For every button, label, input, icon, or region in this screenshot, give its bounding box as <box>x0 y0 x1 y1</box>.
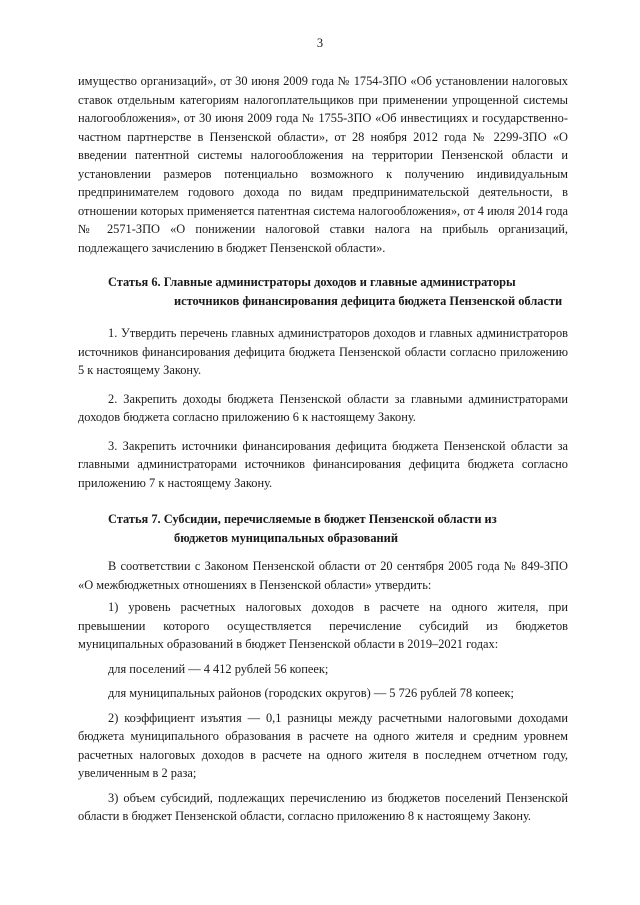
article-7-item-1-settlements: для поселений — 4 412 рублей 56 копеек; <box>108 661 329 676</box>
article-7-item-1-districts: для муниципальных районов (городских округов) — 5 726 рублей 78 копеек; <box>108 686 514 700</box>
article-7-title-line1: Статья 7. Субсидии, перечисляемые в бюджет Пензенской области из <box>108 512 497 526</box>
article-6-item-3: 3. Закрепить источники финансирования дефицита бюджета Пензенской области за главными администраторами источников финансирования дефицита бюджета согласно приложению 7 к настоящему Закону. <box>78 438 568 490</box>
article-6-title-line2: источников финансирования дефицита бюджета Пензенской области <box>174 293 563 308</box>
article-7-item-2: 2) коэффициент изъятия — 0,1 разницы между расчетными налоговыми доходами бюджета муниципального образования в расчете на одного жителя и средним уровнем расчетных налоговых доходов в расчете на одного жителя в последнем отчетном году, увеличенным в 2 раза; <box>78 710 568 780</box>
article-7-item-1: 1) уровень расчетных налоговых доходов в расчете на одного жителя, при превышении которого осуществляется перечисление субсидий из бюджетов муниципальных образований в бюджет Пензенской области в 2019–2021 годах: <box>78 600 568 651</box>
article-7-intro: В соответствии с Законом Пензенской области от 20 сентября 2005 года № 849-ЗПО «О межбюджетных отношениях в Пензенской области» утвердить: <box>78 559 568 592</box>
article-7-item-3: 3) объем субсидий, подлежащих перечислению из бюджетов поселений Пензенской области в бюджет Пензенской области, согласно приложению 8 к настоящему Закону. <box>78 790 568 823</box>
page-number: 3 <box>316 36 324 50</box>
article-7-heading <box>78 510 568 547</box>
document-body <box>78 72 568 826</box>
article-6-heading <box>78 273 568 310</box>
article-7-title-line2: бюджетов муниципальных образований <box>174 530 398 545</box>
article-6-title-line1: Статья 6. Главные администраторы доходов и главные администраторы <box>108 275 516 289</box>
article-6-item-2: 2. Закрепить доходы бюджета Пензенской области за главными администраторами доходов бюджета согласно приложению 6 к настоящему Закону. <box>78 391 568 424</box>
article-6-item-1: 1. Утвердить перечень главных администраторов доходов и главных администраторов источников финансирования дефицита бюджета Пензенской области согласно приложению 5 к настоящему Закону. <box>78 326 568 377</box>
opening-paragraph: имущество организаций», от 30 июня 2009 года № 1754-ЗПО «Об установлении налоговых ставок отдельным категориям налогоплательщиков при применении упрощенной системы налогообложения», от 30 июня 2009 года № 1755-ЗПО «Об инвестициях и государственно-частном партнерстве в Пензенской области», от 28 ноября 2012 года № 2299-ЗПО «О введении патентной системы налогообложения на территории Пензенской области и установлении размеров потенциально возможного к получению индивидуальным предпринимателем годового дохода по видам предпринимательской деятельности, в отношении которых применяется патентная система налогообложения», от 4 июля 2014 года № 2571-ЗПО «О понижении налоговой ставки налога на прибыль организаций, подлежащего зачислению в бюджет Пензенской области». <box>78 74 568 255</box>
